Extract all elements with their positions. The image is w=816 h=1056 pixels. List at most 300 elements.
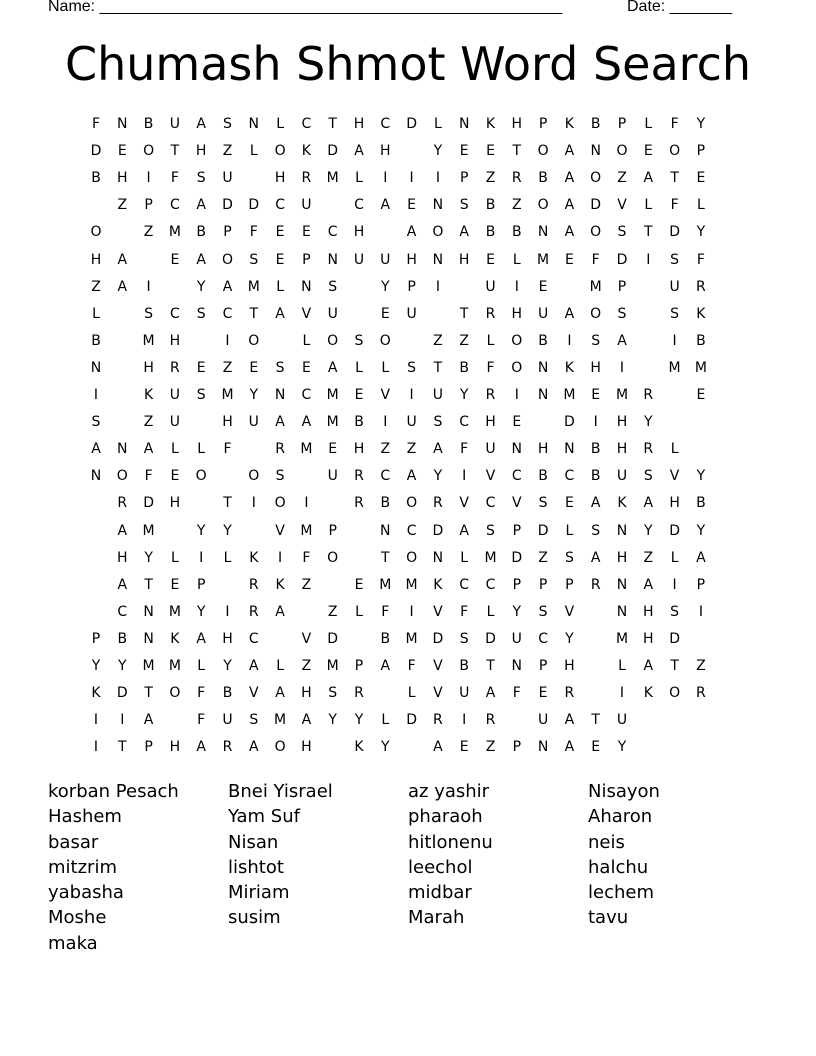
grid-row <box>85 330 745 357</box>
grid-letter: A <box>459 224 469 241</box>
grid-letter: I <box>93 387 99 403</box>
word-item: halchu <box>588 856 649 878</box>
grid-letter: P <box>696 143 706 160</box>
grid-letter: P <box>538 576 548 593</box>
grid-letter: D <box>537 522 549 539</box>
grid-letter: Y <box>196 603 206 620</box>
grid-letter: V <box>669 468 680 485</box>
grid-letter: I <box>278 549 283 566</box>
grid-letter: M <box>326 387 339 403</box>
grid-letter: H <box>616 414 628 431</box>
grid-row <box>85 547 745 574</box>
date-label: Date: _______ <box>627 0 732 15</box>
grid-letter: R <box>485 712 496 729</box>
grid-letter: C <box>459 576 470 593</box>
grid-letter: O <box>221 251 234 268</box>
grid-letter: Z <box>538 549 548 566</box>
grid-letter: U <box>511 630 522 647</box>
grid-letter: D <box>432 630 444 647</box>
grid-letter: Z <box>380 441 391 458</box>
grid-letter: Y <box>617 739 627 756</box>
grid-letter: L <box>381 712 390 729</box>
grid-letter: A <box>564 712 575 729</box>
grid-letter: M <box>142 332 155 349</box>
grid-letter: A <box>275 603 285 620</box>
grid-letter: M <box>405 576 418 593</box>
grid-letter: O <box>406 549 418 566</box>
grid-letter: Y <box>118 658 127 674</box>
grid-letter: O <box>590 305 602 322</box>
grid-letter: N <box>380 522 391 539</box>
grid-letter: P <box>223 224 232 241</box>
grid-letter: I <box>619 359 625 376</box>
grid-letter: U <box>327 468 338 485</box>
grid-letter: P <box>512 522 522 539</box>
grid-letter: A <box>590 495 601 512</box>
grid-letter: C <box>222 305 233 322</box>
word-item: Bnei Yisrael <box>228 781 333 802</box>
grid-letter: A <box>380 197 391 214</box>
grid-letter: K <box>275 576 285 593</box>
grid-letter: K <box>301 143 311 160</box>
grid-letter: H <box>590 359 601 376</box>
grid-letter: A <box>275 685 285 702</box>
grid-letter: S <box>591 522 601 539</box>
grid-letter: F <box>460 603 469 620</box>
grid-letter: F <box>670 116 679 132</box>
grid-row <box>85 276 745 303</box>
name-label: Name: ____________________________________________________ <box>48 0 563 15</box>
grid-letter: M <box>274 712 287 729</box>
grid-letter: R <box>696 278 706 295</box>
word-item: leechol <box>408 856 473 878</box>
grid-letter: M <box>694 359 707 376</box>
grid-letter: Y <box>196 522 206 539</box>
grid-letter: T <box>381 549 390 566</box>
grid-letter: B <box>354 414 364 431</box>
grid-letter: E <box>486 251 495 268</box>
grid-letter: Z <box>512 197 522 214</box>
grid-letter: D <box>511 549 523 566</box>
grid-letter: F <box>407 658 416 674</box>
grid-letter: S <box>617 305 627 322</box>
grid-letter: U <box>537 712 549 729</box>
grid-letter: C <box>170 197 180 214</box>
grid-letter: L <box>92 305 100 322</box>
grid-letter: K <box>564 359 574 376</box>
grid-letter: Z <box>143 414 154 431</box>
grid-letter: E <box>275 224 285 241</box>
grid-letter: U <box>353 251 365 268</box>
grid-letter: P <box>565 576 574 593</box>
grid-letter: E <box>301 224 311 241</box>
grid-letter: R <box>643 441 654 458</box>
grid-letter: E <box>643 143 653 160</box>
grid-letter: S <box>354 332 364 349</box>
grid-letter: I <box>462 468 467 485</box>
grid-letter: E <box>328 441 338 458</box>
grid-letter: R <box>511 170 522 187</box>
grid-letter: I <box>409 170 414 187</box>
grid-row <box>85 655 745 682</box>
word-item: hitlonenu <box>408 831 493 853</box>
grid-letter: E <box>117 143 127 160</box>
grid-letter: S <box>459 630 469 647</box>
grid-letter: A <box>564 197 575 214</box>
grid-letter: Y <box>696 468 706 485</box>
grid-letter: R <box>222 739 233 756</box>
word-list <box>48 779 768 959</box>
header-line <box>48 0 748 20</box>
grid-letter: I <box>409 387 414 403</box>
grid-letter: U <box>616 712 628 729</box>
grid-letter: M <box>168 603 181 620</box>
grid-letter: I <box>514 387 519 403</box>
grid-letter: P <box>144 197 153 214</box>
grid-letter: R <box>433 495 443 512</box>
grid-letter: F <box>302 549 311 566</box>
grid-letter: Y <box>381 278 390 295</box>
grid-letter: A <box>564 305 575 322</box>
grid-letter: A <box>617 332 627 349</box>
grid-letter: C <box>117 603 128 620</box>
grid-letter: M <box>142 658 155 674</box>
grid-letter: L <box>670 549 679 566</box>
grid-letter: Y <box>328 712 337 729</box>
grid-letter: N <box>590 143 601 160</box>
grid-letter: D <box>406 712 417 729</box>
grid-letter: H <box>117 170 128 187</box>
grid-letter: L <box>565 522 574 539</box>
grid-row <box>85 303 745 330</box>
grid-letter: C <box>380 468 391 485</box>
grid-row <box>85 492 745 519</box>
grid-letter: C <box>538 630 548 647</box>
grid-letter: L <box>355 603 363 620</box>
grid-letter: D <box>90 143 102 160</box>
grid-letter: Z <box>222 359 233 376</box>
grid-letter: I <box>383 414 388 431</box>
grid-letter: O <box>90 224 102 241</box>
grid-letter: Z <box>643 549 654 566</box>
word-item: Nisayon <box>588 781 660 802</box>
grid-letter: S <box>538 495 548 512</box>
grid-letter: A <box>354 143 364 160</box>
grid-letter: A <box>196 197 206 214</box>
grid-letter: F <box>486 359 495 376</box>
grid-letter: E <box>380 305 390 322</box>
grid-letter: C <box>354 197 364 214</box>
word-column <box>588 779 763 931</box>
grid-letter: O <box>169 685 181 702</box>
grid-letter: N <box>301 278 312 295</box>
grid-letter: H <box>143 359 154 376</box>
grid-letter: E <box>354 576 364 593</box>
grid-letter: F <box>460 441 469 458</box>
grid-letter: C <box>301 116 312 132</box>
grid-letter: Y <box>144 549 153 566</box>
grid-row <box>85 357 745 384</box>
grid-letter: N <box>432 197 444 214</box>
grid-letter: K <box>643 685 653 702</box>
grid-letter: K <box>617 495 627 512</box>
grid-letter: A <box>433 739 443 756</box>
grid-letter: N <box>117 116 128 132</box>
grid-letter: A <box>459 522 469 539</box>
grid-letter: B <box>590 441 601 458</box>
grid-letter: E <box>275 251 285 268</box>
grid-letter: N <box>537 739 549 756</box>
grid-letter: Y <box>223 522 232 539</box>
grid-letter: P <box>696 576 706 593</box>
grid-letter: B <box>538 468 548 485</box>
grid-letter: U <box>616 468 628 485</box>
grid-letter: L <box>276 658 284 674</box>
grid-letter: A <box>143 441 154 458</box>
grid-letter: Z <box>485 739 496 756</box>
grid-letter: E <box>354 387 364 403</box>
grid-letter: A <box>117 522 128 539</box>
grid-letter: O <box>590 224 602 241</box>
grid-letter: S <box>486 522 495 539</box>
grid-row <box>85 465 745 492</box>
grid-letter: O <box>327 332 339 349</box>
grid-letter: R <box>301 170 312 187</box>
grid-letter: L <box>381 359 390 376</box>
grid-letter: M <box>563 387 576 403</box>
grid-letter: H <box>169 739 181 756</box>
grid-letter: K <box>433 576 443 593</box>
grid-letter: H <box>485 414 496 431</box>
grid-letter: I <box>514 278 519 295</box>
grid-letter: L <box>433 116 442 132</box>
grid-letter: U <box>169 387 181 403</box>
grid-letter: A <box>564 170 575 187</box>
grid-letter: V <box>275 522 285 539</box>
grid-letter: L <box>355 170 363 187</box>
grid-letter: O <box>143 143 155 160</box>
grid-letter: L <box>302 332 311 349</box>
grid-letter: U <box>327 305 338 322</box>
grid-letter: A <box>301 414 312 431</box>
grid-letter: S <box>196 387 206 403</box>
grid-letter: D <box>669 630 680 647</box>
grid-row <box>85 384 745 411</box>
grid-letter: A <box>590 549 601 566</box>
grid-letter: L <box>486 332 495 349</box>
grid-letter: H <box>353 224 365 241</box>
grid-letter: N <box>90 468 102 485</box>
grid-letter: B <box>117 630 128 647</box>
grid-letter: C <box>564 468 575 485</box>
grid-letter: P <box>538 116 548 132</box>
grid-letter: D <box>222 197 233 214</box>
grid-letter: Z <box>222 143 233 160</box>
grid-letter: S <box>407 359 417 376</box>
grid-letter: H <box>353 441 365 458</box>
grid-letter: L <box>460 549 469 566</box>
grid-letter: A <box>485 685 496 702</box>
grid-letter: B <box>91 170 101 187</box>
grid-letter: L <box>170 549 179 566</box>
grid-letter: H <box>511 305 523 322</box>
grid-letter: Y <box>644 414 653 431</box>
grid-letter: T <box>144 685 153 702</box>
grid-letter: E <box>170 251 180 268</box>
grid-letter: R <box>696 685 706 702</box>
grid-letter: A <box>117 251 128 268</box>
grid-letter: Y <box>196 278 206 295</box>
grid-letter: V <box>564 603 575 620</box>
grid-letter: L <box>670 441 679 458</box>
grid-letter: A <box>196 116 206 132</box>
grid-letter: U <box>537 305 549 322</box>
grid-letter: B <box>511 224 522 241</box>
grid-letter: I <box>146 170 151 187</box>
grid-letter: B <box>538 170 548 187</box>
grid-letter: H <box>406 251 417 268</box>
grid-letter: H <box>117 549 128 566</box>
grid-letter: N <box>564 441 575 458</box>
grid-letter: M <box>168 658 181 674</box>
grid-letter: P <box>407 278 416 295</box>
grid-letter: E <box>170 468 180 485</box>
grid-letter: A <box>222 278 233 295</box>
grid-row <box>85 709 745 736</box>
word-item: Marah <box>408 907 465 929</box>
grid-letter: N <box>537 224 549 241</box>
grid-letter: V <box>249 685 259 702</box>
grid-letter: P <box>617 116 627 132</box>
grid-letter: S <box>144 305 154 322</box>
grid-letter: H <box>90 251 102 268</box>
grid-letter: P <box>512 576 522 593</box>
grid-letter: R <box>643 387 654 403</box>
grid-letter: F <box>170 170 179 187</box>
word-item: maka <box>48 932 98 954</box>
grid-letter: C <box>459 414 470 431</box>
grid-letter: E <box>564 495 574 512</box>
grid-letter: R <box>354 495 364 512</box>
grid-letter: B <box>538 332 548 349</box>
grid-letter: Z <box>117 197 128 214</box>
word-item: az yashir <box>408 781 490 802</box>
grid-letter: O <box>616 143 628 160</box>
grid-letter: U <box>459 685 470 702</box>
grid-letter: E <box>696 170 706 187</box>
word-item: midbar <box>408 882 472 904</box>
grid-letter: D <box>590 197 602 214</box>
grid-letter: T <box>118 739 127 756</box>
grid-letter: U <box>485 278 496 295</box>
grid-letter: Z <box>406 441 417 458</box>
grid-letter: I <box>93 739 99 756</box>
grid-letter: R <box>248 576 259 593</box>
grid-letter: P <box>196 576 206 593</box>
grid-letter: Y <box>644 522 653 539</box>
grid-letter: S <box>249 712 259 729</box>
grid-letter: S <box>249 251 259 268</box>
grid-letter: I <box>698 603 703 620</box>
word-item: Yam Suf <box>228 806 300 828</box>
grid-letter: H <box>222 414 233 431</box>
grid-letter: N <box>117 441 128 458</box>
grid-letter: T <box>170 143 180 160</box>
grid-letter: E <box>407 197 417 214</box>
grid-letter: L <box>486 603 495 620</box>
grid-letter: B <box>696 495 706 512</box>
grid-letter: S <box>275 468 285 485</box>
grid-letter: Y <box>381 739 390 756</box>
word-item: Miriam <box>228 882 290 904</box>
grid-letter: B <box>590 116 601 132</box>
grid-letter: Y <box>354 712 364 729</box>
grid-letter: F <box>223 441 232 458</box>
grid-letter: C <box>275 197 285 214</box>
grid-letter: U <box>406 305 417 322</box>
grid-letter: T <box>670 658 679 674</box>
grid-letter: H <box>537 441 549 458</box>
grid-row <box>85 736 745 763</box>
grid-letter: M <box>247 278 260 295</box>
word-item: Moshe <box>48 907 107 929</box>
grid-letter: Y <box>249 387 259 403</box>
grid-letter: U <box>169 116 181 132</box>
grid-letter: K <box>91 685 101 702</box>
grid-letter: L <box>618 658 626 674</box>
grid-letter: D <box>485 630 496 647</box>
grid-letter: T <box>433 359 443 376</box>
grid-letter: O <box>537 143 549 160</box>
grid-letter: S <box>670 305 680 322</box>
grid-letter: P <box>328 522 337 539</box>
grid-letter: D <box>143 495 154 512</box>
grid-letter: V <box>380 387 391 403</box>
grid-letter: R <box>275 441 285 458</box>
grid-letter: K <box>564 116 574 132</box>
grid-letter: B <box>222 685 233 702</box>
grid-letter: M <box>484 549 497 566</box>
grid-letter: V <box>459 495 469 512</box>
grid-letter: H <box>169 332 181 349</box>
grid-letter: F <box>670 197 679 214</box>
grid-letter: H <box>195 143 207 160</box>
grid-letter: L <box>696 197 705 214</box>
word-column <box>408 779 583 931</box>
grid-letter: A <box>117 278 128 295</box>
grid-letter: B <box>485 197 496 214</box>
grid-letter: L <box>644 116 653 132</box>
grid-letter: R <box>590 576 601 593</box>
grid-letter: I <box>435 278 440 295</box>
grid-row <box>85 194 745 221</box>
grid-letter: K <box>249 549 259 566</box>
grid-letter: D <box>327 143 339 160</box>
grid-letter: N <box>432 549 444 566</box>
grid-letter: Z <box>696 658 706 674</box>
grid-letter: O <box>274 143 286 160</box>
grid-letter: O <box>327 549 339 566</box>
grid-letter: Y <box>696 116 706 132</box>
grid-letter: E <box>459 143 469 160</box>
word-item: basar <box>48 831 99 853</box>
grid-letter: N <box>616 576 628 593</box>
grid-letter: A <box>301 712 312 729</box>
grid-letter: A <box>249 739 259 756</box>
grid-letter: B <box>380 630 391 647</box>
grid-letter: N <box>143 603 154 620</box>
grid-letter: D <box>248 197 260 214</box>
